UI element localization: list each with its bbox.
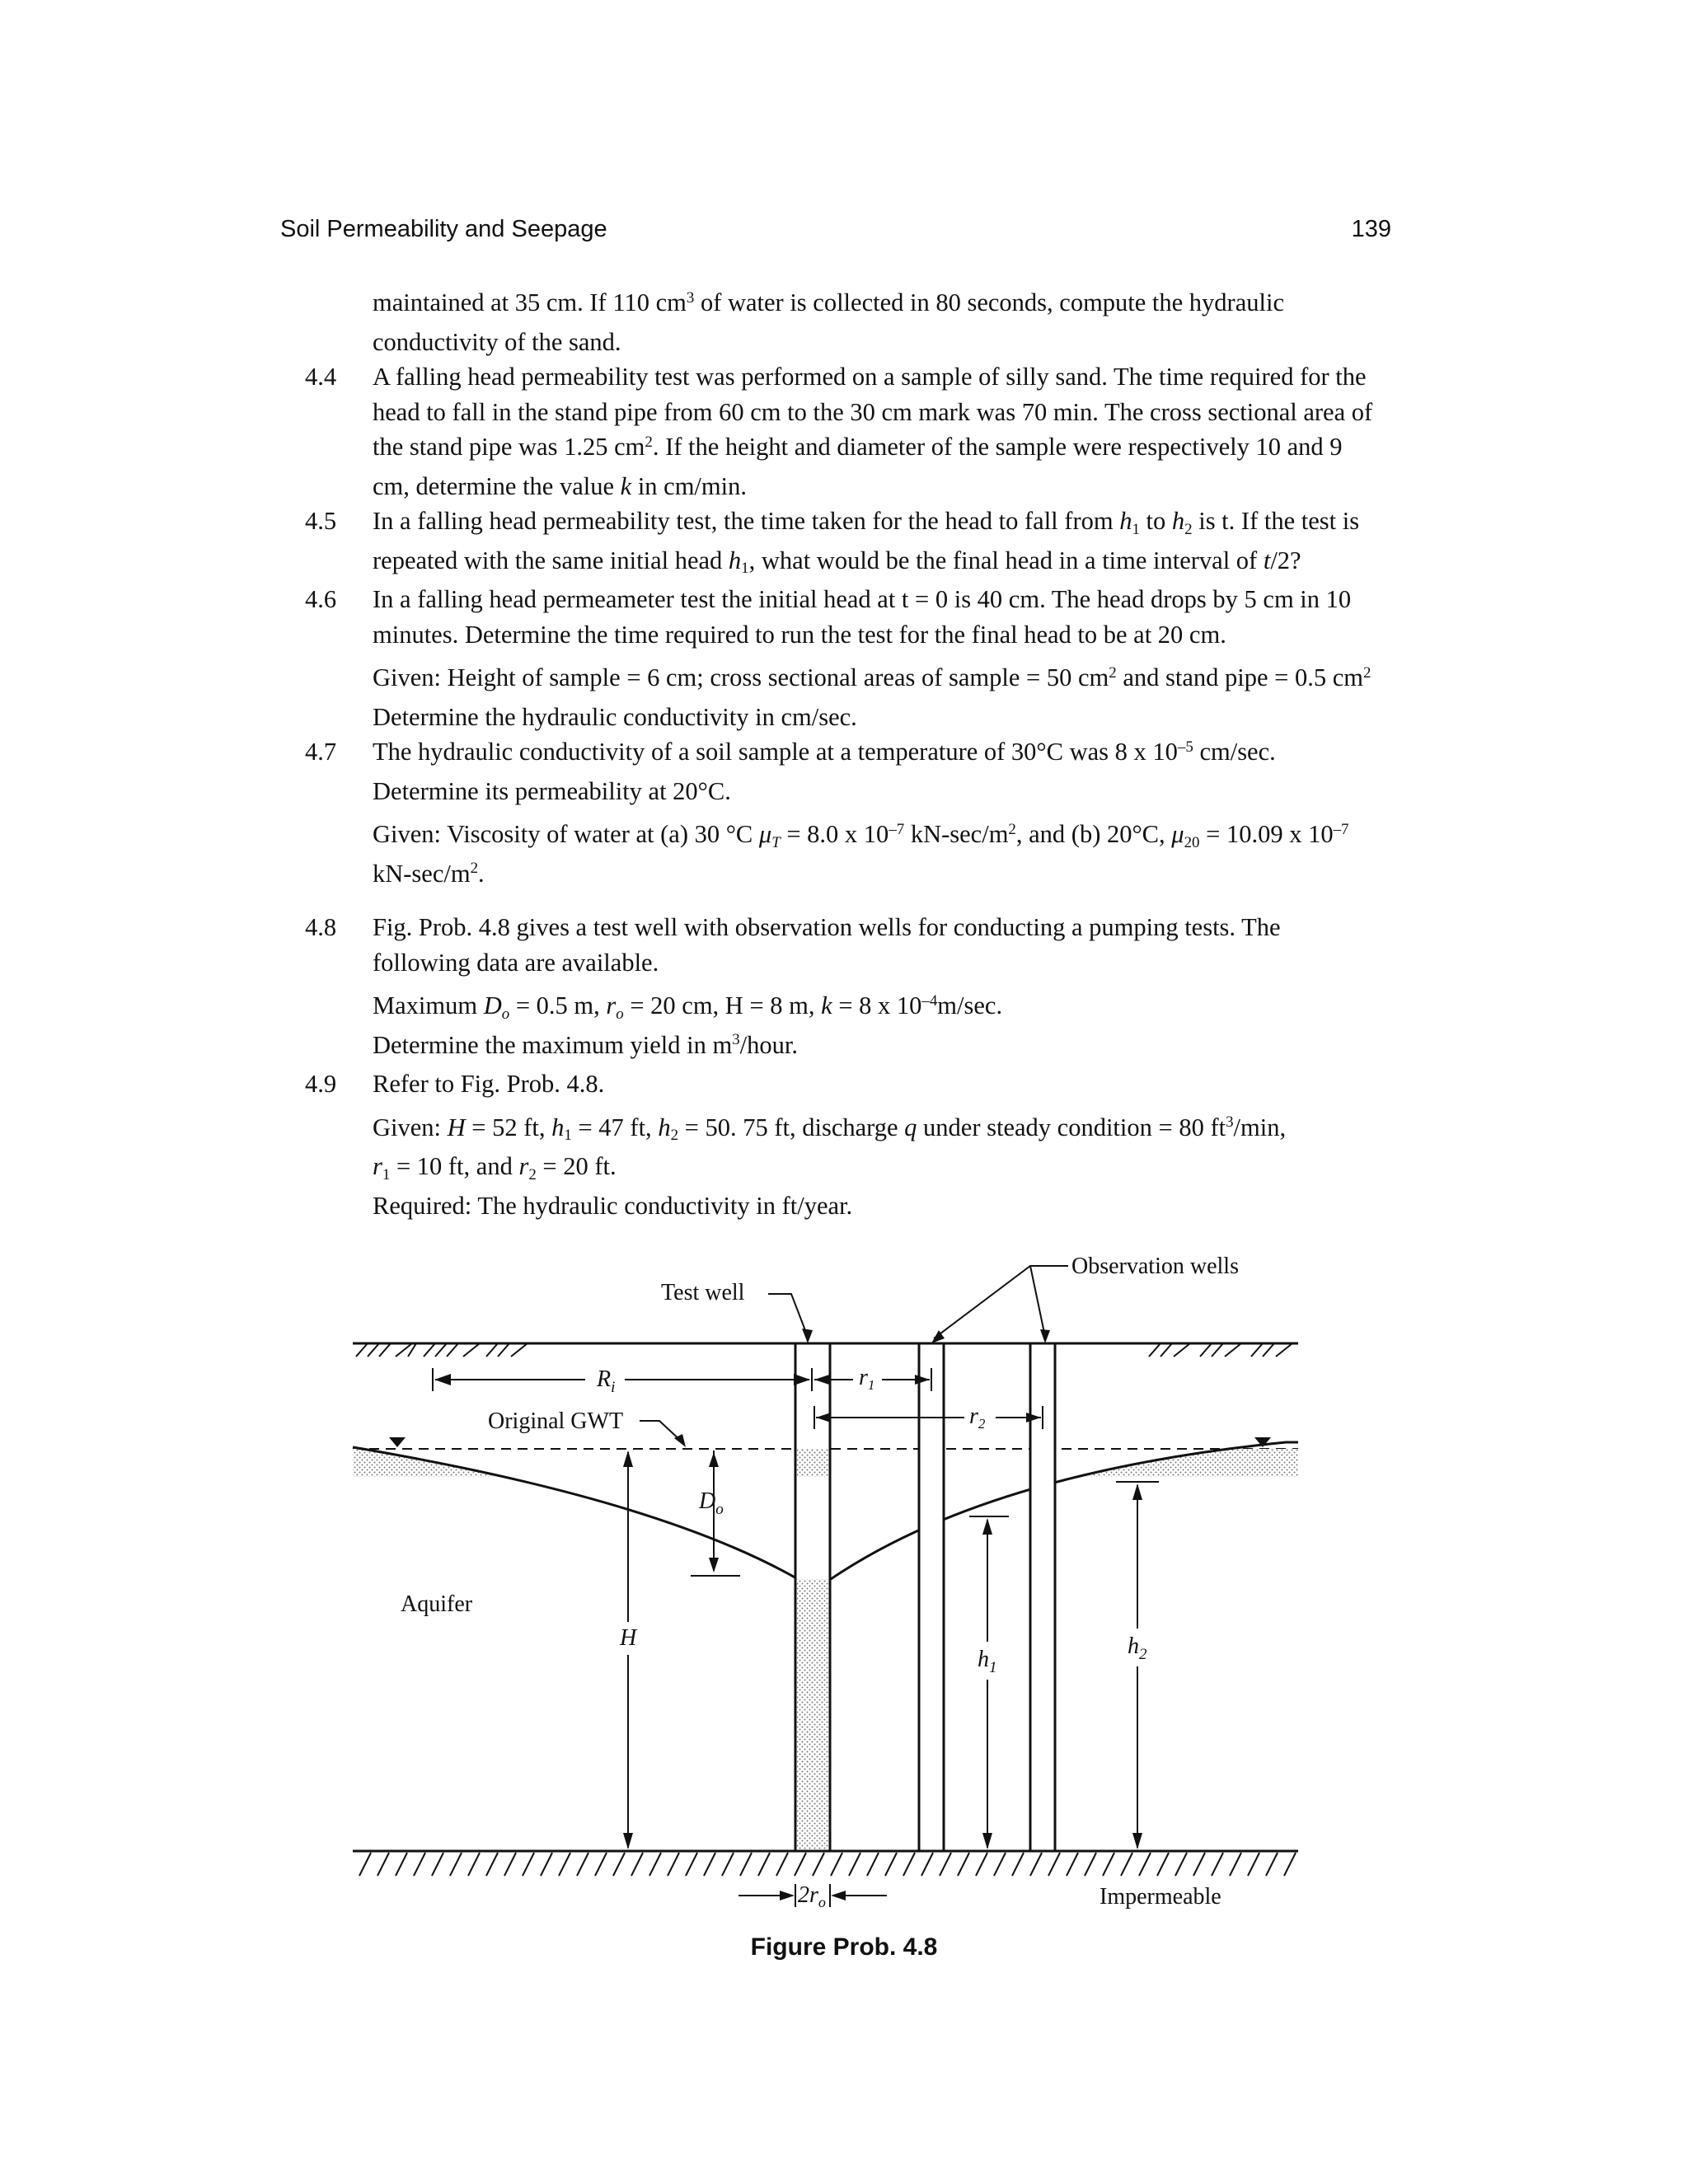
- arrow-head-icon: [831, 1891, 846, 1900]
- observation-wells-leader: [934, 1266, 1068, 1338]
- observation-well-1: [919, 1343, 944, 1851]
- arrow-head-icon: [623, 1833, 633, 1849]
- figure-caption: Figure Prob. 4.8: [750, 1933, 938, 1961]
- problem-4-6: 4.6 In a falling head permeameter test the initial head at t = 0 is 40 cm. The head drops by 5 cm in 10 minutes. Determine the time required to run the test for the final head to be at 20 cm.: [305, 582, 1376, 652]
- do-label: $D_o$: [699, 1488, 724, 1518]
- problem-4-7: 4.7 The hydraulic conductivity of a soil sample at a temperature of 30°C was 8 x $10^{-5}$ cm/sec. Determine its permeability at 20°C.: [305, 734, 1376, 808]
- problem-number: 4.4: [305, 363, 337, 391]
- test-well-leader: [768, 1294, 808, 1337]
- water-table-symbol-left: [389, 1437, 406, 1447]
- test-well-water: [797, 1579, 828, 1849]
- problem-4-8: 4.8 Fig. Prob. 4.8 gives a test well with observation wells for conducting a pumping tests. The following data are available.: [305, 910, 1376, 980]
- two-ro-label: $2r_o$: [798, 1882, 826, 1910]
- r2-label: $r_2$: [969, 1404, 986, 1432]
- arrow-head-icon: [709, 1558, 719, 1572]
- aquifer-label: Aquifer: [401, 1591, 473, 1617]
- problem-4-6-given: Given: Height of sample = 6 cm; cross sectional areas of sample = 50 $cm^2$ and stand pipe = 0.5 $cm^2$ Determine the hydraulic conductivity in cm/sec.: [373, 663, 1372, 731]
- impermeable-label: Impermeable: [1100, 1884, 1221, 1910]
- ground-hatch-right: [1149, 1343, 1292, 1357]
- test-well-label: Test well: [661, 1280, 745, 1305]
- arrow-head-icon: [1040, 1329, 1050, 1343]
- test-well-gwt-band: [797, 1449, 828, 1477]
- arrow-head-icon: [982, 1518, 992, 1535]
- arrow-head-icon: [623, 1451, 633, 1467]
- problem-4-9: 4.9 Refer to Fig. Prob. 4.8.: [305, 1066, 1376, 1102]
- arrow-head-icon: [802, 1329, 813, 1343]
- problem-number: 4.7: [305, 738, 337, 766]
- problem-number: 4.9: [305, 1070, 337, 1098]
- r1-label: $r_1$: [859, 1365, 875, 1393]
- problem-4-5: 4.5 In a falling head permeability test, the time taken for the head to fall from $h_1$ to $h_2$ is t. If the test is repeated with the same initial head $h_1$, what would be the final head in a time interval of t/2?: [305, 504, 1376, 582]
- problem-4-8-data: Maximum $D_o = 0.5$ m, $r_o = 20$ cm, H = 8 m, k = 8 x $10^{-4}m/\sec$. Determine the maximum yield in $m^3$/hour.: [373, 991, 1003, 1059]
- h-label: H: [620, 1625, 637, 1651]
- problem-4-9-given: Given: H = 52 ft, $h_1 = 47$ ft, $h_2 = 50$. 75 ft, discharge q under steady condition = 80 $ft^3/\min$, $r_1 = 10$ ft, and $r_2 = 20$ ft. Required: The hydraulic conductivity in ft/year.: [373, 1113, 1287, 1220]
- problem-4-4: 4.4 A falling head permeability test was performed on a sample of silly sand. The time required for the head to fall in the stand pipe from 60 cm to the 30 cm mark was 70 min. The cross sectional area of the stand pipe was 1.25 $cm^2$. If the height and diameter of the sample were respectively 10 and 9 cm, determine the value k in cm/min.: [305, 359, 1376, 504]
- problem-4-3-continued: maintained at 35 cm. If 110 $cm^3$ of water is collected in 80 seconds, compute the hydraulic conductivity of the sand.: [373, 288, 1284, 356]
- page-number: 139: [1351, 216, 1391, 242]
- problem-4-7-given: Given: Viscosity of water at (a) 30 °C $\mu_T = 8.0$ x $10^{-7}$ $kN-\sec/m^2$, and (b) 20°C, $\mu_{20} = 10.09$ x $10^{-7}$ $kN-\sec/m^2$.: [373, 820, 1349, 888]
- arrow-head-icon: [982, 1833, 992, 1849]
- problem-number: 4.6: [305, 585, 337, 613]
- impermeable-hatch: [359, 1853, 1296, 1876]
- arrow-head-icon: [434, 1374, 451, 1385]
- arrow-head-icon: [709, 1452, 719, 1467]
- problem-number: 4.8: [305, 913, 337, 941]
- arrow-head-icon: [1132, 1483, 1142, 1500]
- chapter-title: Soil Permeability and Seepage: [280, 216, 607, 242]
- h2-label: $h_2$: [1128, 1633, 1147, 1663]
- arrow-head-icon: [780, 1891, 795, 1900]
- ri-label: $R_i$: [597, 1366, 616, 1396]
- problem-number: 4.5: [305, 507, 337, 535]
- arrow-head-icon: [1132, 1833, 1142, 1849]
- h1-label: $h_1$: [978, 1647, 997, 1676]
- ground-hatch-left: [356, 1343, 528, 1357]
- original-gwt-label: Original GWT: [488, 1408, 624, 1434]
- observation-wells-label: Observation wells: [1071, 1254, 1239, 1279]
